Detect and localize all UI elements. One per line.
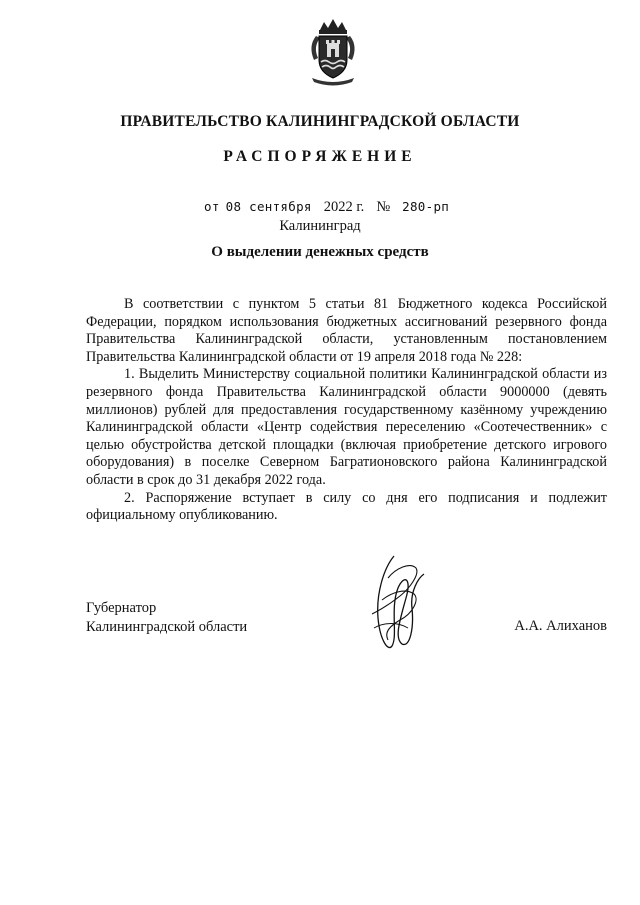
- clause-2-paragraph: 2. Распоряжение вступает в силу со дня его подписания и подлежит официальному опубликованию.: [86, 489, 607, 524]
- date-prefix: от: [204, 199, 220, 214]
- position-line-2: Калининградской области: [86, 619, 248, 635]
- registration-line: [204, 199, 449, 216]
- document-number: 280-рп: [402, 199, 450, 214]
- date-year: 2022 г.: [323, 199, 365, 215]
- coat-of-arms-icon: [298, 16, 368, 86]
- handwritten-signature: [354, 548, 434, 660]
- document-subject: О выделении денежных средств: [211, 244, 429, 260]
- document-type: РАСПОРЯЖЕНИЕ: [223, 148, 417, 165]
- government-title: ПРАВИТЕЛЬСТВО КАЛИНИНГРАДСКОЙ ОБЛАСТИ: [120, 113, 520, 130]
- city: Калининград: [279, 218, 361, 234]
- preamble-paragraph: В соответствии с пунктом 5 статьи 81 Бюджетного кодекса Российской Федерации, порядком использования бюджетных ассигнований резервного фонда Правительства Калининградской области, установленным постановлением Правительства Калининградской области от 19 апреля 2018 года № 228:: [86, 296, 607, 365]
- signatory-position: [86, 599, 247, 637]
- signatory-name: А.А. Алиханов: [514, 618, 607, 634]
- number-sign: №: [376, 199, 391, 215]
- clause-1-paragraph: 1. Выделить Министерству социальной политики Калининградской области из резервного фонда Правительства Калининградской области 9000000 (девять миллионов) рублей для предоставления государственному казённому учреждению Калининградской области «Центр содействия переселению «Соотечественник» с целью обустройства детской площадки (включая приобретение детского игрового оборудования) в поселке Северном Багратионовского района Калининградской области в срок до 31 декабря 2022 года.: [86, 366, 607, 488]
- position-line-1: Губернатор: [86, 600, 157, 616]
- document-body: [86, 296, 607, 525]
- date-stamp: 08 сентября: [225, 199, 312, 214]
